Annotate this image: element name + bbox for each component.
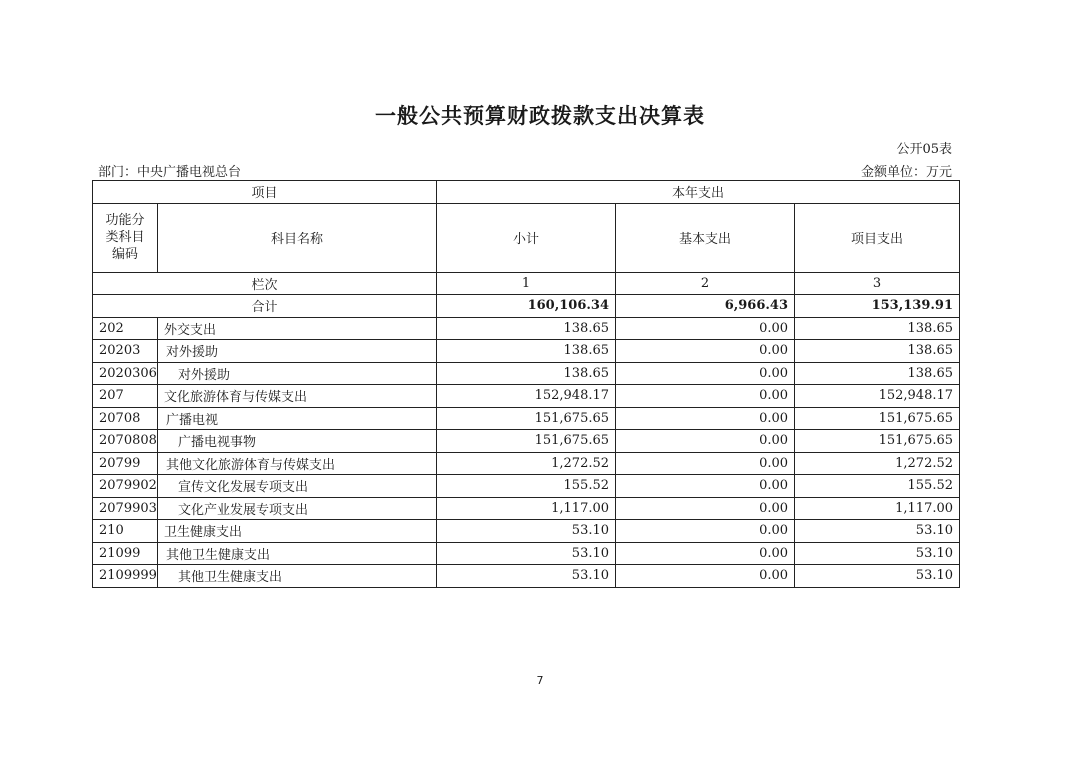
amount-unit-label: 金额单位：万元 [860, 165, 952, 180]
document-title: 一般公共预算财政拨款支出决算表 [375, 103, 705, 128]
row-basic: 0.00 [616, 385, 795, 408]
row-subtotal: 138.65 [437, 362, 616, 385]
row-basic: 0.00 [616, 542, 795, 565]
column-number-row [93, 272, 960, 295]
table-row [93, 340, 960, 363]
header-func-code-line: 类科目 [105, 230, 145, 245]
row-project: 1,117.00 [795, 497, 960, 520]
row-subject-name: 文化产业发展专项支出 [158, 497, 437, 520]
table-row [93, 542, 960, 565]
row-project: 151,675.65 [795, 407, 960, 430]
row-project: 138.65 [795, 340, 960, 363]
row-project: 155.52 [795, 475, 960, 498]
row-basic: 0.00 [616, 565, 795, 588]
table-row [93, 362, 960, 385]
table-row [93, 430, 960, 453]
table-row [93, 520, 960, 543]
header-current-year: 本年支出 [437, 181, 960, 204]
row-basic: 0.00 [616, 362, 795, 385]
row-code: 20708 [93, 407, 158, 430]
row-code: 2079902 [93, 475, 158, 498]
row-subtotal: 53.10 [437, 565, 616, 588]
table-row [93, 565, 960, 588]
row-basic: 0.00 [616, 475, 795, 498]
row-subtotal: 152,948.17 [437, 385, 616, 408]
header-subtotal: 小计 [437, 203, 616, 272]
table-row [93, 407, 960, 430]
row-basic: 0.00 [616, 317, 795, 340]
column-number-2: 2 [616, 272, 795, 295]
row-basic: 0.00 [616, 430, 795, 453]
column-number-3: 3 [795, 272, 960, 295]
row-code: 2079903 [93, 497, 158, 520]
row-subtotal: 138.65 [437, 317, 616, 340]
header-func-code [93, 203, 158, 272]
row-project: 138.65 [795, 317, 960, 340]
row-code: 2020306 [93, 362, 158, 385]
row-project: 138.65 [795, 362, 960, 385]
header-item: 项目 [93, 181, 437, 204]
row-project: 1,272.52 [795, 452, 960, 475]
expenditure-table [92, 180, 960, 588]
row-basic: 0.00 [616, 407, 795, 430]
row-subtotal: 151,675.65 [437, 407, 616, 430]
total-basic: 6,966.43 [616, 295, 795, 318]
row-subtotal: 53.10 [437, 520, 616, 543]
page-number: 7 [536, 674, 544, 687]
column-number-1: 1 [437, 272, 616, 295]
row-subtotal: 53.10 [437, 542, 616, 565]
row-code: 2109999 [93, 565, 158, 588]
table-row [93, 497, 960, 520]
row-subject-name: 其他卫生健康支出 [158, 565, 437, 588]
row-basic: 0.00 [616, 452, 795, 475]
column-number-label: 栏次 [93, 272, 437, 295]
header-func-code-line: 编码 [111, 247, 138, 262]
total-project: 153,139.91 [795, 295, 960, 318]
table-row [93, 317, 960, 340]
total-row [93, 295, 960, 318]
row-code: 202 [93, 317, 158, 340]
row-subtotal: 1,272.52 [437, 452, 616, 475]
row-subject-name: 文化旅游体育与传媒支出 [158, 385, 437, 408]
row-subtotal: 1,117.00 [437, 497, 616, 520]
row-subtotal: 151,675.65 [437, 430, 616, 453]
row-code: 207 [93, 385, 158, 408]
department-label: 部门：中央广播电视总台 [98, 165, 242, 180]
row-project: 151,675.65 [795, 430, 960, 453]
row-subject-name: 外交支出 [158, 317, 437, 340]
table-row [93, 452, 960, 475]
form-number: 公开05表 [896, 142, 952, 157]
header-project: 项目支出 [795, 203, 960, 272]
row-code: 210 [93, 520, 158, 543]
row-subject-name: 广播电视 [158, 407, 437, 430]
header-row-columns [93, 203, 960, 272]
row-subject-name: 广播电视事物 [158, 430, 437, 453]
row-basic: 0.00 [616, 520, 795, 543]
row-subject-name: 卫生健康支出 [158, 520, 437, 543]
row-subtotal: 138.65 [437, 340, 616, 363]
row-project: 53.10 [795, 520, 960, 543]
row-subject-name: 对外援助 [158, 362, 437, 385]
header-row-top [93, 181, 960, 204]
total-subtotal: 160,106.34 [437, 295, 616, 318]
total-label: 合计 [93, 295, 437, 318]
row-basic: 0.00 [616, 497, 795, 520]
row-basic: 0.00 [616, 340, 795, 363]
table-row [93, 475, 960, 498]
row-subject-name: 其他卫生健康支出 [158, 542, 437, 565]
header-func-code-line: 功能分 [105, 213, 145, 228]
row-subject-name: 其他文化旅游体育与传媒支出 [158, 452, 437, 475]
row-code: 21099 [93, 542, 158, 565]
table-row [93, 385, 960, 408]
row-code: 20799 [93, 452, 158, 475]
row-project: 152,948.17 [795, 385, 960, 408]
row-project: 53.10 [795, 542, 960, 565]
row-project: 53.10 [795, 565, 960, 588]
row-code: 20203 [93, 340, 158, 363]
row-subject-name: 对外援助 [158, 340, 437, 363]
header-subject-name: 科目名称 [158, 203, 437, 272]
row-code: 2070808 [93, 430, 158, 453]
header-basic: 基本支出 [616, 203, 795, 272]
row-subject-name: 宣传文化发展专项支出 [158, 475, 437, 498]
row-subtotal: 155.52 [437, 475, 616, 498]
